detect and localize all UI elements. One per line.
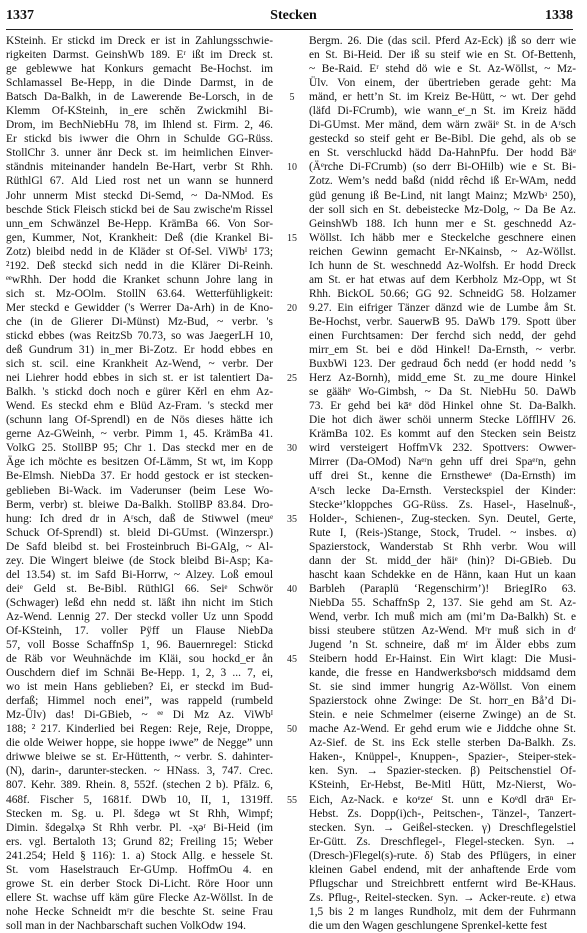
text-line: (N), darin-, darunter-stecken. ~ HNass. 3, 747. Crec. [6, 765, 273, 778]
text-line: derfaß; Himmel noch enei”, was rappeld (rumbeld [6, 695, 273, 708]
text-line: hung: Ich dred dr in Aʳsch, daß de Stiwwel (meuᵉ [6, 512, 273, 525]
text-line: geblieben Bi-Wack. im Vaderunser (beim Lese Wo- [6, 484, 273, 497]
text-line: Balkh. 's stickd doch noch e gürer Kěrl en ehm Az- [6, 386, 273, 399]
text-line: Steibern hodd Er-Hainst. Ein Wirt klagt: Die Musi- [309, 653, 576, 666]
line-number: 50 [287, 724, 297, 736]
text-line: stickd ebbes (was ReitzSb 70.73, so was JaegerLH 10, [6, 329, 273, 342]
text-line: VolkG 25. StollBP 95; Chr 1. Das steckd mer en de [6, 442, 273, 455]
text-line: (schunn lang Of-Sprendl) en de Nös dieses hätte ich [6, 414, 273, 427]
text-line: driwwe bleiwe se st. Er-Hüttenth, ~ verbr. S. dahinter- [6, 751, 273, 764]
text-line: Rute I, (Reis-)Stange, Stock, Trudel. ~ insbes. α) [309, 526, 576, 539]
text-line: 468f. Fischer 5, 1681f. DWb 10, II, 1, 1319ff. [6, 793, 273, 806]
text-line: Batsch Da-Balkh, in de Lawerende Be-Lorsch, in de [6, 91, 273, 104]
text-line: am St. er hat etwas auf dem Kerbholz Mz-Opp, wt St [309, 273, 576, 286]
text-line: Haken-, Knüppel-, Knuppen-, Spazier-, Steiper-stek- [309, 751, 576, 764]
right-text-column [309, 34, 576, 933]
text-line: Zotz. Wem’s nedd baßd (nidd rêchd iß Er-WAm, nedd [309, 175, 576, 188]
line-number: 40 [287, 583, 297, 595]
text-line: Herz Az-Bornh), midd_eme St. zu_me doure Hinkel [309, 372, 576, 385]
text-line: sich st. Mz-OOlm. StollN 63.64. Wetterfühligkeit: [6, 287, 273, 300]
text-line: KrämBa 102. Es kommt auf den Stecken sein Beistz [309, 428, 576, 441]
text-line: sich st. scil. eine Krankheit Az-Wend, ~ verbr. Der [6, 358, 273, 371]
text-line: deiᵉ Geld st. Be-Bibl. RüthlGl 66. Seiᵉ Schwör [6, 582, 273, 595]
text-line: Steckeᵃ’kloppches GG-Rüss. Zs. Hasel-, Haselnuß-, [309, 498, 576, 511]
text-line: en St. verschluckd hädd Da-HahnPfu. Der hodd Bäᵉ [309, 147, 576, 160]
text-line: Barbleh (Paraplü ‘Regenschirm’)! BriegIRo 63. [309, 582, 576, 595]
line-number: 30 [287, 443, 297, 455]
text-line: Stecken m. Sg. u. Pl. šdegə wt St Rhh, Wimpf; [6, 807, 273, 820]
text-line: StollChr 3. unner änr Deck st. im heimlichen Einver- [6, 147, 273, 160]
text-line: wird versteigert HoffmVk 232. Spottvers: Owwer- [309, 442, 576, 455]
text-line: ge geblewwe hat Konkurs gemacht Be-Hochst. im [6, 63, 273, 76]
line-number: 20 [287, 302, 297, 314]
text-line: gesteckd so steif geht er Be-Bibl. Die gehd, als ob se [309, 133, 576, 146]
text-line: Mz-Ülv) das! Di-GBieb, ~ ᵉᵉ Di Mz Az. ViWbᴵ [6, 709, 273, 722]
text-line: Hebst. Zs. Dopp(i)ch-, Peitschen-, Tänzel-, Tanzert- [309, 807, 576, 820]
text-line: Spazierstock ohne Zwinge: De St. horr_en Bå’d Di- [309, 695, 576, 708]
text-line: De Safd bleibd st. bei Frosteinbruch Bi-GAlg, ~ Al- [6, 540, 273, 553]
text-line: 73. Er gehd bei kāᵉ död Hinkel ohne St. Da-Balkh. [309, 400, 576, 413]
text-line: 241.254; Held § 116): 1. a) Stock Allg. e hessele St. [6, 849, 273, 862]
text-line: Ich hunn de St. weschnedd Az-Wolfsh. Er hodd Dreck [309, 259, 576, 272]
text-line: mache Az-Wend. Er gehd erum wie e Jiddche ohne St. [309, 723, 576, 736]
text-line: Drom, im BechNiebHu 78, im Ihlend st. Firm. 2, 46. [6, 119, 273, 132]
text-line: Of-KSteinh, 17. voller Pÿff un Flause NiebDa [6, 624, 273, 637]
line-number: 55 [287, 794, 297, 806]
text-line: Wend. Es steckd ehm e Blüd Az-Fram. 's steckd mer [6, 400, 273, 413]
text-line: Be-Hochst, verbr. SauerwB 95. DaWb 179. Spott über [309, 315, 576, 328]
text-line: der soll sich en St. debeistecke Mz-Dolg, ~ Da Be Az. [309, 203, 576, 216]
text-line: gen, Kummer, Not, Krankheit: Deß (die Krankel Bi- [6, 231, 273, 244]
text-line: reichen Gewinn gemacht Er-NKainsb, ~ Az-Wöllst. [309, 245, 576, 258]
text-line: BuxbWi 123. Der gedraud ẟch nedd (er hodd nedd ’s [309, 358, 576, 371]
text-line: che (in de Glierer Di-Münst) Mz-Bud, ~ verbr. 's [6, 315, 273, 328]
text-line: rigkeiten Darmst. GeinshWb 189. Eʳ ißt im Dreck st. [6, 49, 273, 62]
text-line: soll man in der Nachbarschaft suchen VolkOdw 194. [6, 919, 246, 932]
text-line: Die hot dich äwer schöi unnerm Stecke LöfflHV 26. [309, 414, 576, 427]
text-line: die um den Wagen geschlungene Sprenkel-kette fest [309, 919, 547, 932]
text-line: KSteinh. Er stickd im Dreck er ist in Zahlungsschwie- [6, 35, 273, 47]
text-line: Klemm Of-KSteinh, in_ere schěn Zwickmihl Bi- [6, 105, 273, 118]
text-line: ken. Syn. → Spazier-stecken. β) Peitschenstiel Of- [309, 765, 576, 778]
line-number: 10 [287, 162, 297, 174]
running-title: Stecken [270, 8, 317, 23]
text-line: stecken. Syn. → Geißel-stecken. γ) Dreschflegelstiel [309, 821, 576, 834]
text-line: ellere St. wachse uff käm güre Flecke Az-Wöllst. In de [6, 891, 273, 904]
text-line: 807. Kehr. 389. Rhein. 8, 552f. (stechen 2 b). Pfälz. 6, [6, 779, 273, 792]
text-line: Ouschdern dief im Schnäi Be-Hepp. 1, 2, 3 ... 7, ei, [6, 667, 273, 680]
text-line: GeinshWb 188. Ich hunn mer e St. geschnedd Az- [309, 217, 576, 230]
text-line: Schlamassel Be-Hepp, in die Dinde Darmst, in de [6, 77, 273, 90]
text-line: se gäähᵉ Wo-Gimbsh, ~ Da St. NiebHu 50. DaWb [309, 386, 576, 399]
text-line: ers. vgl. Bertaloth 13; Grund 82; Freiling 15; Weber [6, 835, 273, 848]
text-line: kleinen Gabel endend, mit der anhaftende Erde vom [309, 863, 576, 876]
text-line: Holder-, Schienen-, Zug-stecken. Syn. Deutel, Gerte, [309, 512, 576, 525]
text-line: Johr unnerm Mist steckd Di-Semd, ~ Da-NMod. Es [6, 189, 273, 202]
text-line: Az-Sief. de St. ins Eck stelle sterben Da-Balkh. Zs. [309, 737, 576, 750]
text-line: 9.27. Ein eifriger Tänzer dänzd wie de Lumbe åm St. [309, 301, 576, 314]
text-line: ständnis miteinander handeln Be-Hart, verbr St Rhh. [6, 161, 273, 174]
page-number-right: 1338 [545, 8, 573, 23]
text-line: einen Furchtsamen: Der ferchd sich nedd, der gehd [309, 329, 576, 342]
text-line: wo ist mein Hans geblieben? Ei, er steckd im Bud- [6, 681, 273, 694]
text-line: St. vom Haselstrauch Er-GUmp. HoffmOu 4. en [6, 863, 273, 876]
text-line: RüthlGl 67. Ald Lied rost net un wann se hunnerd [6, 175, 273, 188]
text-line: Jugend ’n St. schneire, daß mʳ im Älder ebbs zum [309, 639, 576, 652]
text-line: unn_em Schwänzel Be-Hepp. KrämBa 66. Von Sor- [6, 217, 273, 230]
text-line: Bergm. 26. Die (das scil. Pferd Az-Eck) ịß so derr wie [309, 35, 576, 47]
text-line: ~ Be-Raid. Eʳ stehd dö wie e St. Az-Wöllst, ~ Mz- [309, 63, 576, 76]
page-number-left: 1337 [6, 8, 34, 23]
text-line: Di-GUmst. Mer mänd, dem wärn zwäiᵉ St. in de Aʳsch [309, 119, 576, 132]
text-line: nei Liehrer hodd ebbes in sich st. er ist talentiert Da- [6, 372, 273, 385]
text-line: Aʳsch lecke Da-Ernsth. Versteckspiel der Kinder: [309, 484, 576, 497]
text-line: Spazierstock, Wanderstab St Rhh verbr. Wou will [309, 540, 576, 553]
text-line: KSteinh, Er-Hebst, Be-Mitl Hütt, Mz-Nierst, Wo- [309, 779, 576, 792]
line-number: 5 [289, 92, 295, 104]
left-text-column [6, 34, 273, 933]
text-line: de Räb vor Weuhnächde im Kläi, sou hockd_er ån [6, 653, 273, 666]
text-line: mirr_em St. bei e död Hinkel! Da-Ernsth, ~ verbr. [309, 344, 576, 357]
text-line: hascht kaan Schdekke en de Hänn, kaan Hut un kaan [309, 568, 576, 581]
header-rule [6, 29, 573, 30]
text-line: Mirrer (Da-OMod) Naᵉʳn gehn uff drei Spaᵉʳn, gehn [309, 456, 576, 469]
text-line: ᵉᵉwRhh. Der hodd die Kranket schunn Johre lang in [6, 273, 273, 286]
line-number: 25 [287, 373, 297, 385]
text-line: Rhh. BickOL 50.66; GG 92. SchneidG 58. Holzamer [309, 287, 576, 300]
text-line: uff drei St., kenne die Ernstheweᵉ (Da-Ernsth) im [309, 470, 576, 483]
text-line: 57, voll Bosse SchaffnSp 1, 96. Bauernregel: Stickd [6, 639, 273, 652]
text-line: Stein. e neie Schmelmer (eiserne Zwinge) an de St. [309, 709, 576, 722]
text-line: bissi steubere stützen Az-Wend. Mʳr muß sich in dʳ [309, 624, 576, 637]
text-line: Wöllst. Ich häbb mer e Steckelche geschnere einen [309, 231, 576, 244]
text-line: del 13.54) st. im Safd Bi-Horrw, ~ Alzey. Loß emoul [6, 568, 273, 581]
text-line: gerne Az-GWeinh, ~ verbr. Pimm 1, 45. KrämBa 41. [6, 428, 273, 441]
text-line: en St. Bi-Heid. Der iß su steif wie en St. Of-Bettenh, [309, 49, 576, 62]
text-line: Schuck Of-Sprendl) st. bleid Di-GUmst. (Winzerspr.) [6, 526, 273, 539]
text-line: Zs. Pflug-, Reitel-stecken. Syn. → Acker-reute. ε) etwa [309, 891, 576, 904]
text-line: Ülv. Von einem, der übertrieben gerade geht: Ma [309, 77, 576, 90]
line-number: 15 [287, 232, 297, 244]
text-line: St. sie sind immer hungrig Az-Wöllst. Von einem [309, 681, 576, 694]
text-line: (läfd Di-FCrumb), wie wann_eʳ_n St. im Kreiz hädd [309, 105, 576, 118]
text-line: Zotz) bleibd nedd in de Kläder st Of-Sel. ViWbᴵ 173; [6, 245, 273, 258]
page-header [0, 8, 587, 28]
text-line: (Dresch-)Flegel(s)-rute. δ) Stab des Pflügers, in einer [309, 849, 576, 862]
text-line: NiebDa 55. SchaffnSp 2, 137. Sie gehd am St. Az- [309, 596, 576, 609]
text-line: Az-Wend. Lennig 27. Der steckd voller Uz unn Spodd [6, 610, 273, 623]
text-line: Berm, verbr) st. bleiwe Da-Balkh. StollBP 83.84. Dro- [6, 498, 273, 511]
text-line: (Äᵉrche Di-FCrumb) (so derr Bi-OHilb) wie e St. Bi- [309, 161, 576, 174]
text-line: 188; ² 217. Kinderlied bei Regen: Reje, Reje, Droppe, [6, 723, 273, 736]
text-line: kande, die fresse en Handwerksboᵉsch middsamd dem [309, 667, 576, 680]
text-line: die olde Weiwer hoppe, sie hoppe iwwe” de Negge” unn [6, 737, 273, 750]
text-line: deß Gundrum 31) in_mer Bi-Zotz. Er hodd ebbes en [6, 344, 273, 357]
text-line: Er-Gütt. Zs. Dreschflegel-, Flegel-stecken. Syn. → [309, 835, 576, 848]
text-line: growe St. ein derber Stock Di-Licht. Röre Hoor unn [6, 877, 273, 890]
text-line: zey. Die Wingert bleiwe (de Stock bleibd Bi-Asp; Ka- [6, 554, 273, 567]
text-line: Dimin. šdegəlҳə St Rhh verbr. Pl. -ҳəʳ Bi-Heid (im [6, 821, 273, 834]
text-line: (Schwager) leßd ehn nedd st. läßt ihn nicht im Stich [6, 596, 273, 609]
text-line: Wend, verbr. Ich muß mich am (mi’m Da-Balkh) St. e [309, 610, 576, 623]
text-line: güd genung iß Be-Lind, nit langt Mainz; MzWbᵌ 250), [309, 189, 576, 202]
text-line: Er stickd bis iwwer die Ohrn in Schulde GG-Rüss. [6, 133, 273, 146]
text-line: Pflugschar und Streichbrett entfernt wird Be-KHaus. [309, 877, 576, 890]
line-number: 35 [287, 513, 297, 525]
text-line: Eich, Az-Nack. e koᵉzeʳ St. unn e Koᵉdl drāⁿ Er- [309, 793, 576, 806]
text-line: mänd, er hett’n St. im Kreiz Be-Hütt, ~ wt. Der gehd [309, 91, 576, 104]
text-line: ²192. Deß steckd sich nedd in die Klärer Di-Reinh. [6, 259, 273, 272]
text-line: 1,5 bis 2 m langes Rundholz, mit dem der Fuhrmann [309, 905, 576, 918]
text-line: Be-Elmsh. NiebDa 37. Er hodd gestock er ist stecken- [6, 470, 273, 483]
text-line: Mer steckd e Gewidder ('s Werrer Da-Arh) in de Kno- [6, 301, 273, 314]
text-line: nohe Hecke Schneidt mʳr die beschte St. seine Frau [6, 905, 273, 918]
text-line: dann der St. midd_der häiᵉ (hin)? Di-GBieb. Du [309, 554, 576, 567]
text-line: beschde Stick Fleisch stickd bei de Sau zwische'm Rissel [6, 203, 273, 216]
line-number: 45 [287, 654, 297, 666]
text-line: Äge ich möchte es besitzen Of-Lämm, St wt, im Kopp [6, 456, 273, 469]
